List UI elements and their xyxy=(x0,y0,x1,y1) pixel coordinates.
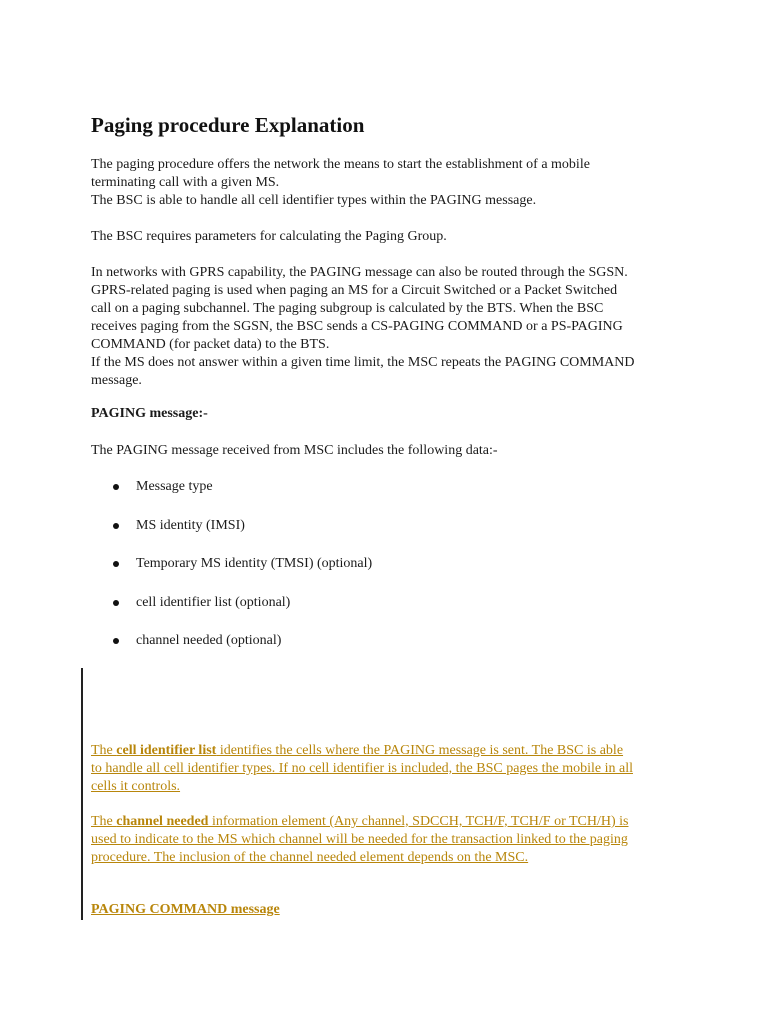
note-text: information element (Any channel, SDCCH, TCH/F, TCH/F or TCH/H) is xyxy=(208,814,629,829)
paging-command-heading: PAGING COMMAND message xyxy=(91,902,280,917)
channel-needed-note xyxy=(91,813,691,867)
intro-line: The paging procedure offers the network the means to start the establishment of a mobile xyxy=(91,157,590,172)
note-line xyxy=(91,813,691,831)
note-text: The xyxy=(91,814,117,829)
note-line xyxy=(91,742,691,760)
intro-line: The BSC is able to handle all cell identifier types within the PAGING message. xyxy=(91,193,537,208)
note-term: cell identifier list xyxy=(116,743,217,758)
document-title: Paging procedure Explanation xyxy=(91,113,365,137)
gprs-line: GPRS-related paging is used when paging an MS for a Circuit Switched or a Packet Switched xyxy=(91,283,618,298)
list-item xyxy=(91,478,372,517)
paging-data-list xyxy=(91,478,372,671)
bullet-icon xyxy=(113,561,119,567)
bullet-icon xyxy=(113,484,119,490)
list-item-text: MS identity (IMSI) xyxy=(136,517,245,533)
gprs-line: call on a paging subchannel. The paging subgroup is calculated by the BTS. When the BSC xyxy=(91,301,604,316)
list-item xyxy=(91,555,372,594)
gprs-line: message. xyxy=(91,373,142,388)
paging-message-intro: The PAGING message received from MSC includes the following data:- xyxy=(91,443,498,458)
intro-line: terminating call with a given MS. xyxy=(91,175,280,190)
cell-identifier-note xyxy=(91,742,691,796)
list-item-text: Message type xyxy=(136,479,213,494)
paging-message-heading: PAGING message:- xyxy=(91,406,208,421)
note-line: procedure. The inclusion of the channel needed element depends on the MSC. xyxy=(91,850,529,865)
note-line: used to indicate to the MS which channel will be needed for the transaction linked to the paging xyxy=(91,832,628,847)
bullet-icon xyxy=(113,600,119,606)
gprs-line: If the MS does not answer within a given time limit, the MSC repeats the PAGING COMMAND xyxy=(91,355,635,370)
note-line: cells it controls. xyxy=(91,779,181,794)
bullet-icon xyxy=(113,638,119,644)
gprs-line: COMMAND (for packet data) to the BTS. xyxy=(91,337,330,352)
gprs-line: receives paging from the SGSN, the BSC sends a CS-PAGING COMMAND or a PS-PAGING xyxy=(91,319,623,334)
change-bar xyxy=(81,668,83,920)
list-item-text: cell identifier list (optional) xyxy=(136,594,291,610)
note-text: identifies the cells where the PAGING message is sent. The BSC is able xyxy=(216,743,624,758)
intro-paragraph xyxy=(91,156,691,210)
list-item-text: Temporary MS identity (TMSI) (optional) xyxy=(136,556,373,571)
note-line: to handle all cell identifier types. If no cell identifier is included, the BSC pages the mobile in all xyxy=(91,761,633,776)
params-paragraph: The BSC requires parameters for calculating the Paging Group. xyxy=(91,229,447,244)
list-item xyxy=(91,594,372,633)
bullet-icon xyxy=(113,523,119,529)
list-item xyxy=(91,632,372,671)
list-item xyxy=(91,517,372,556)
note-text: The xyxy=(91,743,117,758)
gprs-line: In networks with GPRS capability, the PAGING message can also be routed through the SGSN. xyxy=(91,265,628,280)
list-item-text: channel needed (optional) xyxy=(136,633,282,648)
gprs-paragraph xyxy=(91,264,691,390)
note-term: channel needed xyxy=(116,814,209,829)
